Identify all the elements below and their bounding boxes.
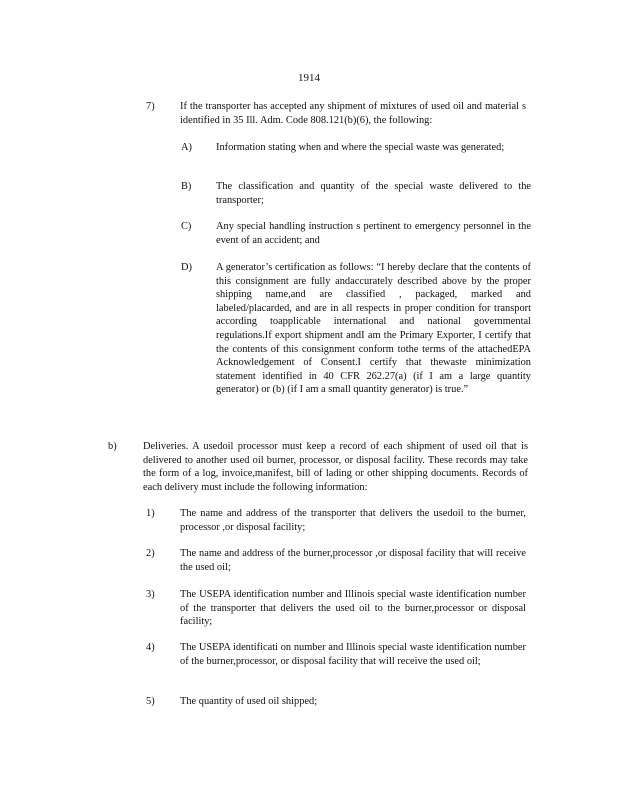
- item-label: A): [181, 142, 192, 153]
- item-text: The USEPA identification number and Illinois special waste identification number of the transporter that delivers the used oil to the burner,processor or disposal facility;: [180, 589, 526, 628]
- list-item-5: [146, 695, 526, 709]
- list-item-2: [146, 547, 526, 574]
- section-text: Deliveries. A usedoil processor must keep a record of each shipment of used oil that is delivered to another used oil burner, processor, or disposal facility. These records may take the form of a log, invoice,manifest, bill of lading or other shipping documents. Records of each delivery must include the following information:: [143, 441, 528, 493]
- item-label: 1): [146, 508, 155, 519]
- list-item-1: [146, 507, 526, 534]
- item-text: The name and address of the burner,processor ,or disposal facility that will receive the used oil;: [180, 548, 526, 573]
- list-item-4: [146, 641, 526, 668]
- page-number: 1914: [298, 72, 320, 84]
- list-item-3: [146, 588, 526, 629]
- list-item-7A: [181, 141, 531, 155]
- list-item-7B: [181, 180, 531, 207]
- list-item-7: [146, 100, 526, 127]
- item-text: The quantity of used oil shipped;: [180, 696, 318, 707]
- item-text: Information stating when and where the special waste was generated;: [216, 142, 505, 153]
- item-text: Any special handling instruction s pertinent to emergency personnel in the event of an accident; and: [216, 221, 531, 246]
- item-text: The name and address of the transporter that delivers the usedoil to the burner, processor ,or disposal facility;: [180, 508, 526, 533]
- section-b-deliveries: [108, 440, 528, 494]
- item-text: If the transporter has accepted any shipment of mixtures of used oil and material s identified in 35 Ill. Adm. Code 808.121(b)(6), the following:: [180, 101, 526, 126]
- item-text: A generator’s certification as follows: “I hereby declare that the contents of this consignment are fully andaccurately described above by the proper shipping name,and are classified , packaged, marked and labeled/placarded, and are in all respects in proper condition for transport according toapplicable international and national governmental regulations.If export shipment andI am the Primary Exporter, I certify that the contents of this consignment conform tothe terms of the attachedEPA Acknowledgement of Consent.I certify that thewaste minimization statement identified in 40 CFR 262.27(a) (if I am a large quantity generator) or (b) (if I am a small quantity generator) is true.”: [216, 262, 531, 396]
- item-label: 4): [146, 642, 155, 653]
- list-item-7C: [181, 220, 531, 247]
- item-label: B): [181, 181, 192, 192]
- item-label: 3): [146, 589, 155, 600]
- item-label: C): [181, 221, 192, 232]
- item-text: The USEPA identificati on number and Illinois special waste identification number of the burner,processor, or disposal facility that will receive the used oil;: [180, 642, 526, 667]
- item-label: 2): [146, 548, 155, 559]
- list-item-7D: [181, 261, 531, 397]
- item-label: D): [181, 262, 192, 273]
- section-label: b): [108, 441, 117, 452]
- item-label: 7): [146, 101, 155, 112]
- item-label: 5): [146, 696, 155, 707]
- item-text: The classification and quantity of the special waste delivered to the transporter;: [216, 181, 531, 206]
